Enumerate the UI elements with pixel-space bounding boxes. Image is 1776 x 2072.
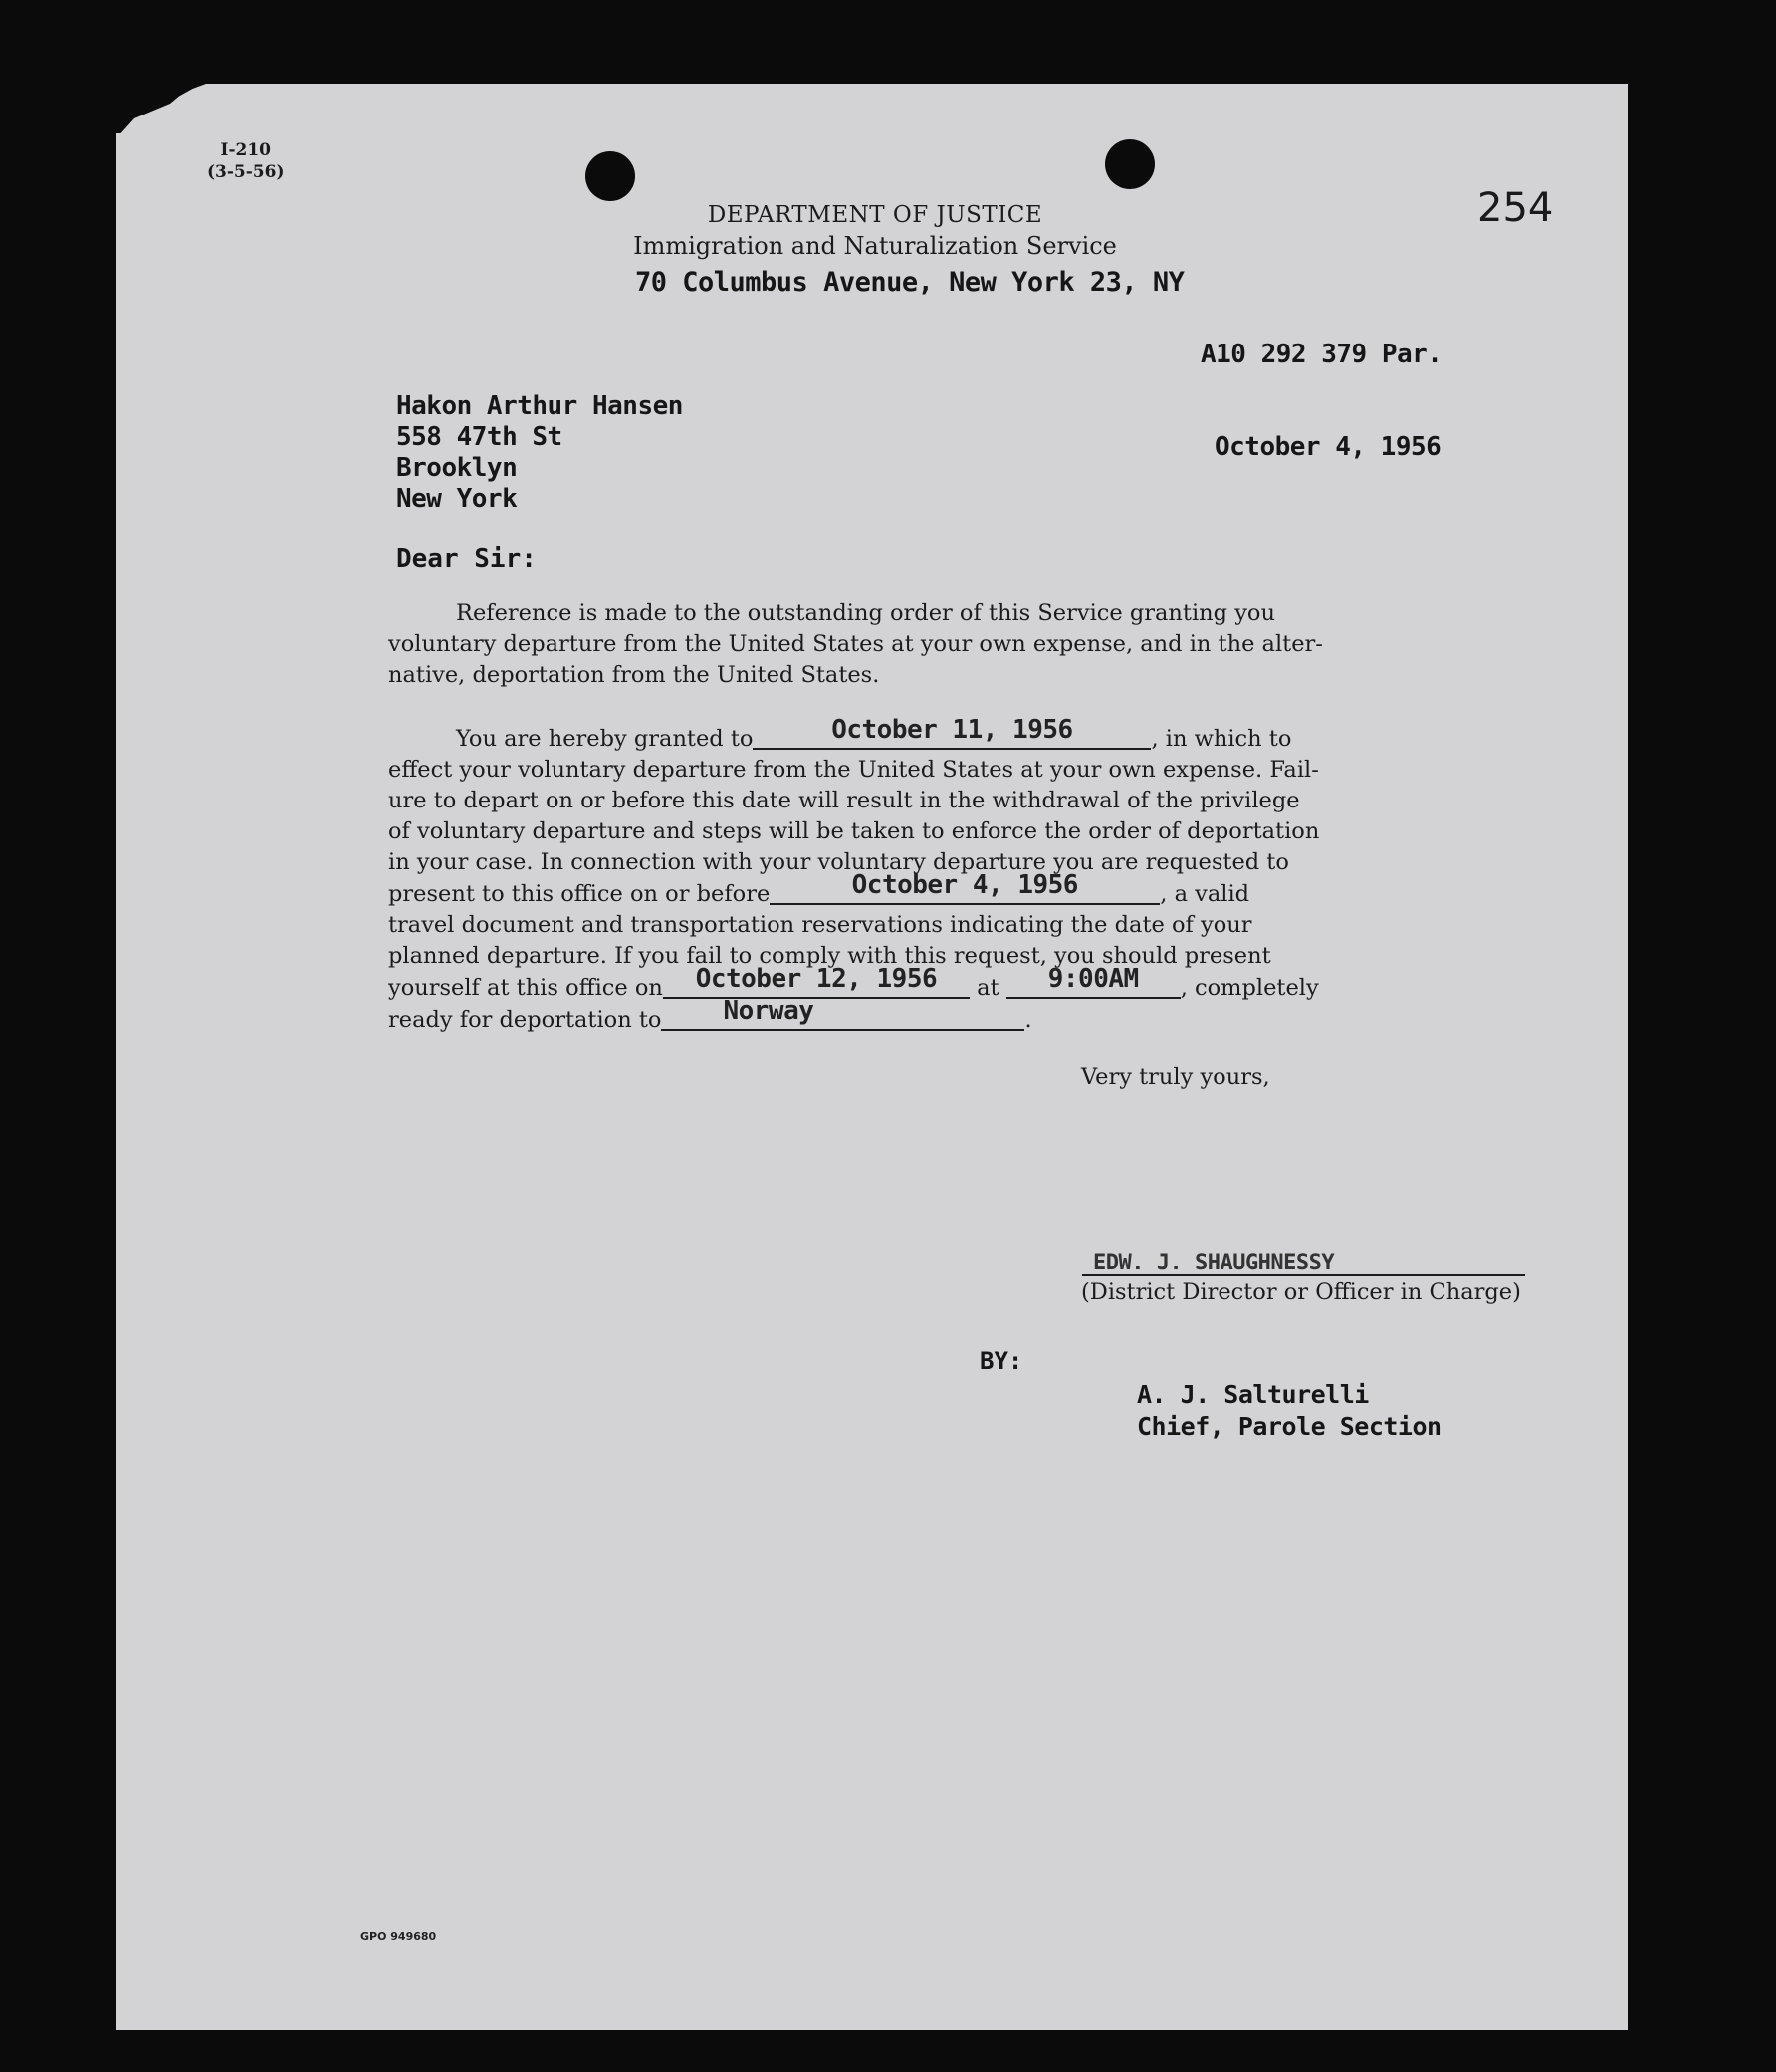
document-deadline-blank xyxy=(770,870,1160,905)
appear-date-blank xyxy=(663,964,970,999)
officer-block xyxy=(1137,1379,1442,1443)
appear-date-value: October 12, 1956 xyxy=(695,964,938,994)
recipient-street: 558 47th St xyxy=(396,422,562,452)
text-segment: present to this office on or before xyxy=(388,881,771,907)
letter-date: October 4, 1956 xyxy=(1215,432,1442,462)
paragraph-line: planned departure. If you fail to comply with this request, you should present xyxy=(388,943,1271,969)
form-number-block xyxy=(207,139,285,183)
punch-hole-left xyxy=(585,151,635,201)
paragraph-line: in your case. In connection with your voluntary departure you are requested to xyxy=(388,849,1289,875)
document-deadline-value: October 4, 1956 xyxy=(851,870,1078,900)
destination-blank xyxy=(661,996,1024,1031)
form-number: I-210 xyxy=(220,140,271,160)
officer-name: A. J. Salturelli xyxy=(1137,1380,1369,1409)
instructions-paragraph xyxy=(388,715,1364,1036)
text-segment: ready for deportation to xyxy=(388,1007,662,1033)
paragraph-line: voluntary departure from the United States at your own expense, and in the alter- xyxy=(388,631,1323,657)
signature-line xyxy=(1082,1274,1525,1276)
departure-deadline-blank xyxy=(753,715,1151,750)
text-segment: at xyxy=(977,975,999,1001)
paragraph-line: travel document and transportation reservations indicating the date of your xyxy=(388,912,1252,938)
recipient-city: Brooklyn xyxy=(396,453,518,483)
printer-code: GPO 949680 xyxy=(360,1930,437,1943)
salutation: Dear Sir: xyxy=(396,544,537,574)
paragraph-line xyxy=(388,964,1364,1004)
reference-paragraph xyxy=(388,598,1344,691)
form-revision: (3-5-56) xyxy=(207,162,285,182)
document-page xyxy=(116,84,1628,2030)
text-segment: . xyxy=(1024,1007,1032,1033)
paragraph-line: native, deportation from the United States. xyxy=(388,662,880,688)
recipient-address xyxy=(396,391,683,515)
office-address: 70 Columbus Avenue, New York 23, NY xyxy=(635,267,1185,298)
appear-time-blank xyxy=(1006,964,1181,999)
text-segment: You are hereby granted to xyxy=(456,726,754,752)
paragraph-line: Reference is made to the outstanding order of this Service granting you xyxy=(456,600,1275,626)
punch-hole-right xyxy=(1105,139,1155,189)
paragraph-line: of voluntary departure and steps will be taken to enforce the order of deportation xyxy=(388,818,1320,844)
appear-time-value: 9:00AM xyxy=(1047,964,1139,994)
paragraph-line: effect your voluntary departure from the United States at your own expense. Fail- xyxy=(388,757,1319,783)
text-segment: , in which to xyxy=(1151,726,1292,752)
closing: Very truly yours, xyxy=(1081,1064,1270,1090)
text-segment: , completely xyxy=(1180,975,1319,1001)
departure-deadline-value: October 11, 1956 xyxy=(831,715,1073,745)
destination-value: Norway xyxy=(723,996,814,1026)
officer-title: Chief, Parole Section xyxy=(1137,1412,1442,1441)
file-number: A10 292 379 Par. xyxy=(1201,340,1443,369)
signature-title: (District Director or Officer in Charge) xyxy=(1081,1279,1521,1305)
signature-name: EDW. J. SHAUGHNESSY xyxy=(1093,1251,1335,1275)
service-heading: Immigration and Naturalization Service xyxy=(633,232,1117,260)
page-number: 254 xyxy=(1477,185,1554,231)
paragraph-line: ure to depart on or before this date will result in the withdrawal of the privilege xyxy=(388,788,1300,813)
by-label: BY: xyxy=(980,1347,1023,1375)
recipient-name: Hakon Arthur Hansen xyxy=(396,391,683,421)
department-heading: DEPARTMENT OF JUSTICE xyxy=(707,202,1043,228)
text-segment: , a valid xyxy=(1160,881,1250,907)
recipient-state: New York xyxy=(396,484,518,514)
paragraph-line xyxy=(388,715,1364,755)
paragraph-line xyxy=(388,996,1364,1036)
paragraph-line xyxy=(388,870,1364,910)
text-segment: yourself at this office on xyxy=(388,975,663,1001)
